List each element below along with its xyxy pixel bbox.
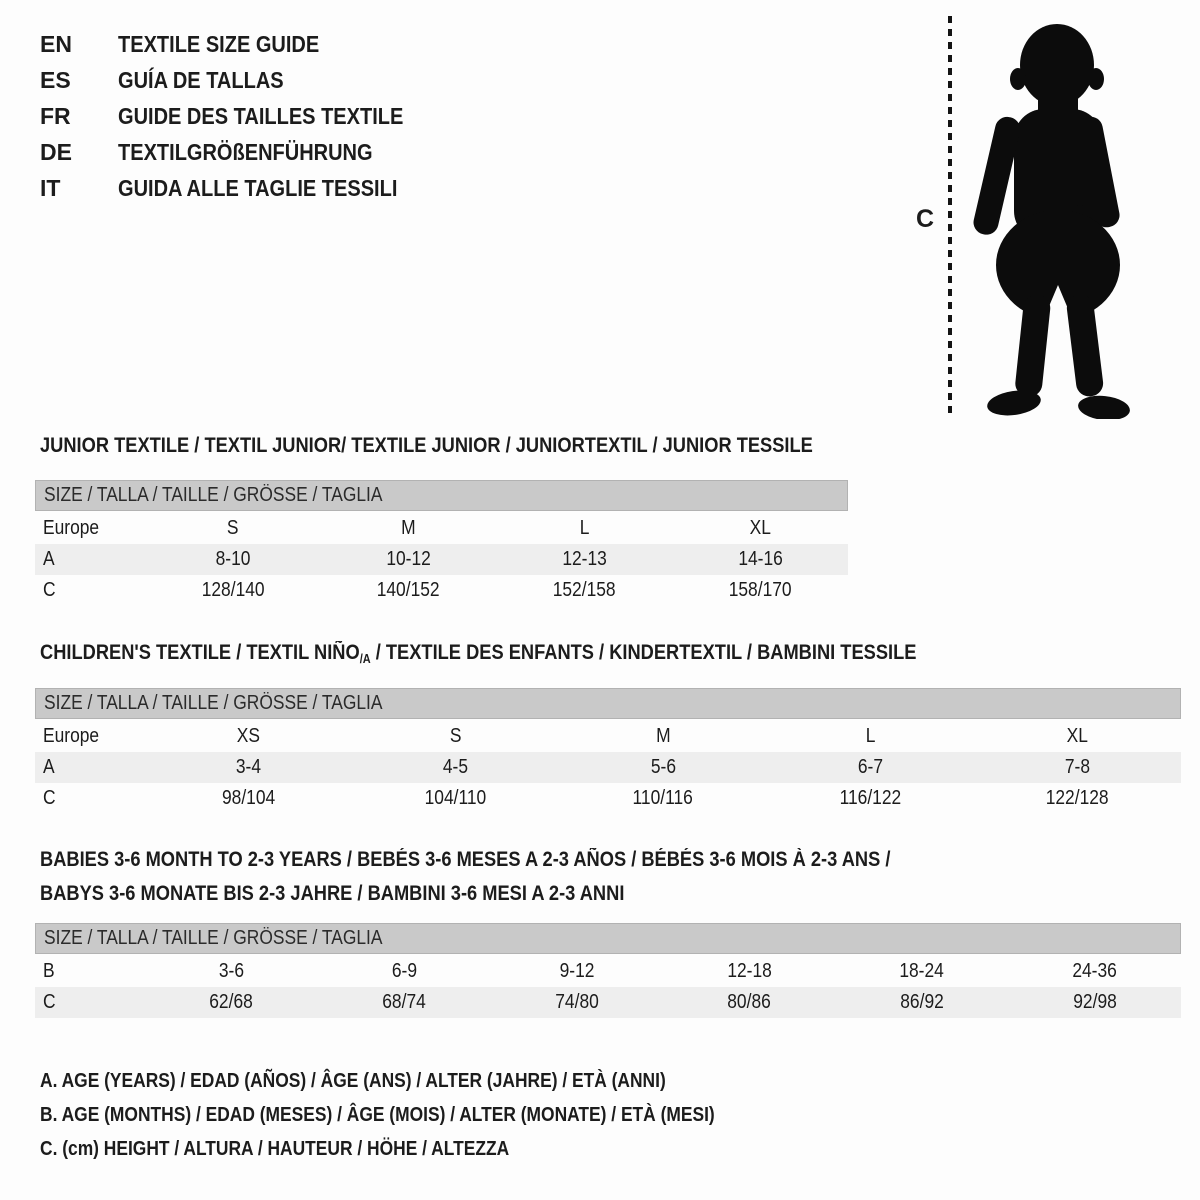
table-cell: 7-8 (1064, 756, 1090, 778)
babies-heading-line-2: BABYS 3-6 MONATE BIS 2-3 JAHRE / BAMBINI 3-6 MESI A 2-3 ANNI (40, 882, 625, 905)
language-title: TEXTILGRÖßENFÜHRUNG (118, 138, 373, 165)
table-cell: 4-5 (443, 756, 469, 778)
table-cell: 98/104 (221, 787, 276, 809)
table-cell: 122/128 (1045, 787, 1109, 809)
toddler-silhouette-icon (958, 13, 1140, 419)
children-size-table (35, 688, 1181, 814)
table-row (35, 575, 848, 606)
row-label: A (43, 756, 55, 778)
language-title-block (40, 26, 446, 206)
row-label: C (43, 579, 56, 601)
table-row (35, 544, 848, 575)
table-row (35, 513, 848, 544)
table-cell: 92/98 (1072, 991, 1117, 1013)
size-figure (890, 0, 1190, 440)
table-cell: L (865, 725, 876, 747)
table-cell: 6-7 (857, 756, 883, 778)
heading-text-sub: /A (359, 651, 371, 666)
legend-text-b: B. AGE (MONTHS) / EDAD (MESES) / ÂGE (MOIS) / ALTER (MONATE) / ETÀ (MESI) (40, 1103, 715, 1126)
table-row (35, 956, 1181, 987)
legend-line-b (40, 1098, 816, 1132)
row-label: A (43, 548, 55, 570)
table-cell: L (579, 517, 590, 539)
size-header-text: SIZE / TALLA / TAILLE / GRÖSSE / TAGLIA (44, 927, 383, 949)
table-cell: 3-4 (236, 756, 262, 778)
table-cell: 24-36 (1072, 960, 1117, 982)
table-cell: 68/74 (382, 991, 426, 1013)
children-heading (40, 641, 1047, 671)
size-header-bar (35, 480, 848, 511)
junior-size-table (35, 480, 848, 606)
language-code: FR (40, 102, 71, 129)
size-header-text: SIZE / TALLA / TAILLE / GRÖSSE / TAGLIA (44, 692, 383, 714)
language-title: TEXTILE SIZE GUIDE (118, 30, 320, 57)
language-row (40, 170, 446, 206)
legend-block (40, 1064, 816, 1166)
size-header-bar (35, 688, 1181, 719)
children-heading-text (40, 641, 916, 671)
row-label: B (43, 960, 55, 982)
table-cell: 116/122 (839, 787, 902, 809)
table-cell: 18-24 (899, 960, 945, 982)
table-cell: S (449, 725, 462, 747)
legend-text-c: C. (cm) HEIGHT / ALTURA / HAUTEUR / HÖHE / ALTEZZA (40, 1137, 510, 1160)
table-cell: 152/158 (552, 579, 616, 601)
table-cell: 12-18 (727, 960, 772, 982)
language-code: EN (40, 30, 72, 57)
language-title: GUIDA ALLE TAGLIE TESSILI (118, 174, 398, 201)
table-cell: 14-16 (737, 548, 783, 570)
table-cell: XL (749, 517, 771, 539)
table-cell: 128/140 (201, 579, 265, 601)
row-label: Europe (43, 725, 100, 747)
table-cell: M (401, 517, 416, 539)
heading-text-post: / TEXTILE DES ENFANTS / KINDERTEXTIL / BAMBINI TESSILE (370, 641, 917, 664)
language-row (40, 62, 446, 98)
table-cell: 12-13 (562, 548, 607, 570)
table-cell: M (655, 725, 671, 747)
babies-size-table (35, 923, 1181, 1018)
table-cell: 6-9 (391, 960, 417, 982)
table-cell: 10-12 (386, 548, 431, 570)
language-code: IT (40, 174, 61, 201)
height-measure-line (948, 16, 952, 416)
language-row (40, 98, 446, 134)
table-cell: 158/170 (728, 579, 792, 601)
figure-label-c: C (916, 205, 935, 233)
table-cell: 62/68 (209, 991, 254, 1013)
table-row (35, 987, 1181, 1018)
table-cell: XL (1066, 725, 1089, 747)
legend-text-a: A. AGE (YEARS) / EDAD (AÑOS) / ÂGE (ANS) / ALTER (JAHRE) / ETÀ (ANNI) (40, 1069, 666, 1092)
table-cell: 8-10 (215, 548, 251, 570)
language-row (40, 134, 446, 170)
row-label: Europe (43, 517, 100, 539)
table-row (35, 721, 1181, 752)
junior-heading (40, 434, 928, 458)
legend-line-c (40, 1132, 816, 1166)
table-row (35, 752, 1181, 783)
language-title: GUIDE DES TAILLES TEXTILE (118, 102, 404, 129)
junior-heading-text: JUNIOR TEXTILE / TEXTIL JUNIOR/ TEXTILE JUNIOR / JUNIORTEXTIL / JUNIOR TESSILE (40, 434, 813, 457)
row-label: C (43, 787, 56, 809)
table-cell: 3-6 (218, 960, 244, 982)
row-label: C (43, 991, 56, 1013)
table-cell: XS (236, 725, 261, 747)
language-row (40, 26, 446, 62)
table-cell: 104/110 (424, 787, 487, 809)
table-row (35, 783, 1181, 814)
table-cell: 5-6 (650, 756, 676, 778)
table-cell: 74/80 (554, 991, 599, 1013)
language-code: ES (40, 66, 71, 93)
size-header-text: SIZE / TALLA / TAILLE / GRÖSSE / TAGLIA (44, 484, 383, 506)
size-header-bar (35, 923, 1181, 954)
heading-text-pre: CHILDREN'S TEXTILE / TEXTIL NIÑO (40, 641, 360, 664)
table-cell: S (227, 517, 239, 539)
table-cell: 9-12 (559, 960, 595, 982)
babies-heading-line-1: BABIES 3-6 MONTH TO 2-3 YEARS / BEBÉS 3-6 MESES A 2-3 AÑOS / BÉBÉS 3-6 MOIS À 2-3 ANS / (40, 848, 891, 871)
babies-heading (40, 843, 1018, 911)
legend-line-a (40, 1064, 816, 1098)
table-cell: 140/152 (377, 579, 441, 601)
language-title: GUÍA DE TALLAS (118, 66, 284, 93)
table-cell: 110/116 (632, 787, 694, 809)
table-cell: 86/92 (900, 991, 944, 1013)
language-code: DE (40, 138, 72, 165)
table-cell: 80/86 (727, 991, 772, 1013)
